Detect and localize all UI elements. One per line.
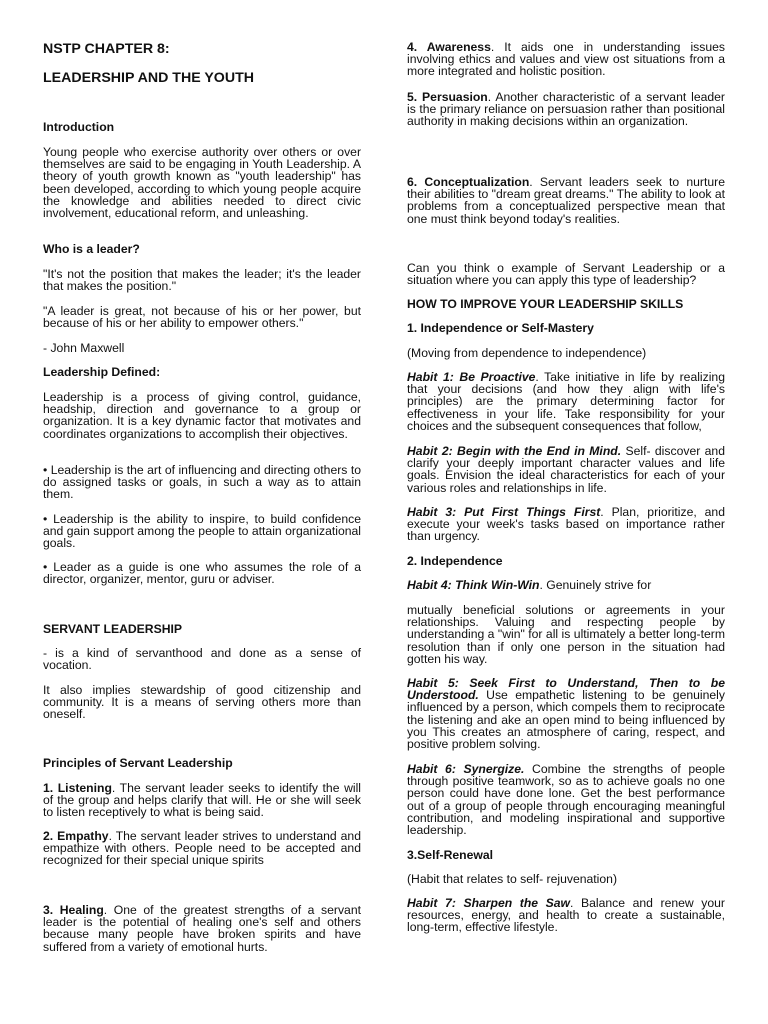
principle-healing [43, 904, 361, 953]
principle-empathy [43, 830, 361, 867]
habit-label: Habit 3: Put First Things First [407, 505, 601, 519]
defined-paragraph: Leadership is a process of giving control, guidance, headship, direction and governance to a group or organization. It is a key dynamic factor that motivates and coordinates organizations to accomplish their objectives. [43, 390, 361, 441]
habit-label: Habit 2: Begin with the End in Mind. [407, 444, 622, 458]
principle-listening [43, 782, 361, 819]
habit-text: . Plan, prioritize, and execute your week's tasks based on importance rather than urgency. [407, 505, 725, 544]
quote-author: - John Maxwell [43, 341, 125, 355]
principle-label: 3. Healing [43, 903, 104, 917]
habit-text: . Genuinely strive for [539, 578, 652, 592]
habit-label: Habit 6: Synergize. [407, 762, 525, 776]
chapter-subtitle: LEADERSHIP AND THE YOUTH [43, 70, 254, 86]
habit-4-continued: mutually beneficial solutions or agreements in your relationships. Valuing and respecting people by understanding a "win" for all is ultimately a better long-term resolution than if only one person in the situation had gotten his way. [407, 603, 725, 666]
habit-text: Self- discover and clarify your deeply important character values and life goals. Envision the ideal characteristics for each of your various roles and relationships in life. [407, 444, 725, 495]
habit-2 [407, 445, 725, 494]
principle-label: 1. Listening [43, 781, 112, 795]
principle-awareness [407, 41, 725, 78]
principle-label: 5. Persuasion [407, 90, 488, 104]
principle-text: . The servant leader strives to understand and empathize with others. People need to be accepted and recognized for their special unique spirits [43, 829, 361, 868]
reflection-question: Can you think o example of Servant Leadership or a situation where you can apply this type of leadership? [407, 261, 725, 288]
habit-label: Habit 7: Sharpen the Saw [407, 896, 571, 910]
section-heading-2: 2. Independence [407, 554, 503, 568]
habit-5 [407, 677, 725, 750]
habit-7 [407, 897, 725, 934]
principle-text: . Another characteristic of a servant leader is the primary reliance on persuasion rather than positional authority in making decisions within an organization. [407, 90, 725, 129]
habit-label: Habit 5: Seek First to Understand, Then to be Understood. [407, 676, 725, 703]
section-heading-1: 1. Independence or Self-Mastery [407, 321, 594, 335]
section-note-1: (Moving from dependence to independence) [407, 346, 647, 360]
bullet-item: • Leader as a guide is one who assumes the role of a director, organizer, mentor, guru or adviser. [43, 560, 361, 587]
principle-text: . The servant leader seeks to identify the will of the group and helps clarify that will. He or she will seek to listen receptively to what is being said. [43, 781, 361, 820]
principle-label: 4. Awareness [407, 40, 491, 54]
servant-paragraph-1: - is a kind of servanthood and done as a sense of vocation. [43, 646, 361, 673]
habit-text: Use empathetic listening to be genuinely influenced by a person, which compels them to reciprocate the listening and ake an open mind to being influenced by you This creates an atmosphere of caring, respect, and positive problem solving. [407, 688, 725, 752]
intro-heading: Introduction [43, 120, 115, 134]
principle-persuasion [407, 91, 725, 128]
habit-label: Habit 1: Be Proactive [407, 370, 536, 384]
habit-3 [407, 506, 725, 543]
servant-heading: SERVANT LEADERSHIP [43, 622, 183, 636]
section-note-3: (Habit that relates to self- rejuvenation) [407, 872, 617, 886]
habit-text: Combine the strengths of people through positive teamwork, so as to achieve goals no one person could have done lone. Get the best performance out of a group of people through encouraging meaningful contribution, and modeling inspirational and supportive leadership. [407, 762, 725, 838]
quote-1: "It's not the position that makes the leader; it's the leader that makes the position." [43, 267, 361, 294]
quote-2: "A leader is great, not because of his or her power, but because of his or her ability to empower others." [43, 304, 361, 331]
habit-4 [407, 579, 725, 591]
habit-text: . Take initiative in life by realizing that your decisions (and how they align with life's principles) are the primary determining factor for effectiveness in your life. Take responsibility for your choices and the subsequent consequences that follow, [407, 370, 725, 433]
who-heading: Who is a leader? [43, 242, 140, 256]
defined-heading: Leadership Defined: [43, 365, 161, 379]
principle-text: . One of the greatest strengths of a servant leader is the potential of healing one's self and others because many people have broken spirits and have suffered from a variety of emotional hurts. [43, 903, 361, 954]
chapter-title: NSTP CHAPTER 8: [43, 41, 170, 57]
principles-heading: Principles of Servant Leadership [43, 756, 233, 770]
principle-text: . It aids one in understanding issues involving ethics and values and view ost situations from a more integrated and holistic position. [407, 40, 725, 79]
bullet-item: • Leadership is the art of influencing and directing others to do assigned tasks or goals, in such a way as to attain them. [43, 463, 361, 502]
habit-1 [407, 371, 725, 432]
improve-heading: HOW TO IMPROVE YOUR LEADERSHIP SKILLS [407, 297, 684, 311]
bullet-item: • Leadership is the ability to inspire, to build confidence and gain support among the people to attain organizational goals. [43, 512, 361, 551]
section-heading-3: 3.Self-Renewal [407, 848, 494, 862]
principle-conceptualization [407, 176, 725, 225]
servant-paragraph-2: It also implies stewardship of good citizenship and community. It is a means of serving others more than oneself. [43, 683, 361, 722]
principle-label: 6. Conceptualization [407, 175, 530, 189]
principle-text: . Servant leaders seek to nurture their abilities to "dream great dreams." The ability to look at problems from a conceptualized perspective mean that one must think beyond today's realities. [407, 175, 726, 226]
habit-6 [407, 763, 725, 836]
habit-label: Habit 4: Think Win-Win [407, 578, 540, 592]
principle-label: 2. Empathy [43, 829, 109, 843]
intro-paragraph: Young people who exercise authority over others or over themselves are said to be engaging in Youth Leadership. A theory of youth growth known as "youth leadership" has been developed, according to which young people acquire the knowledge and abilities needed to direct civic involvement, educational reform, and unleashing. [43, 145, 361, 221]
habit-text: . Balance and renew your resources, energy, and health to create a sustainable, long-term, effective lifestyle. [407, 896, 725, 935]
